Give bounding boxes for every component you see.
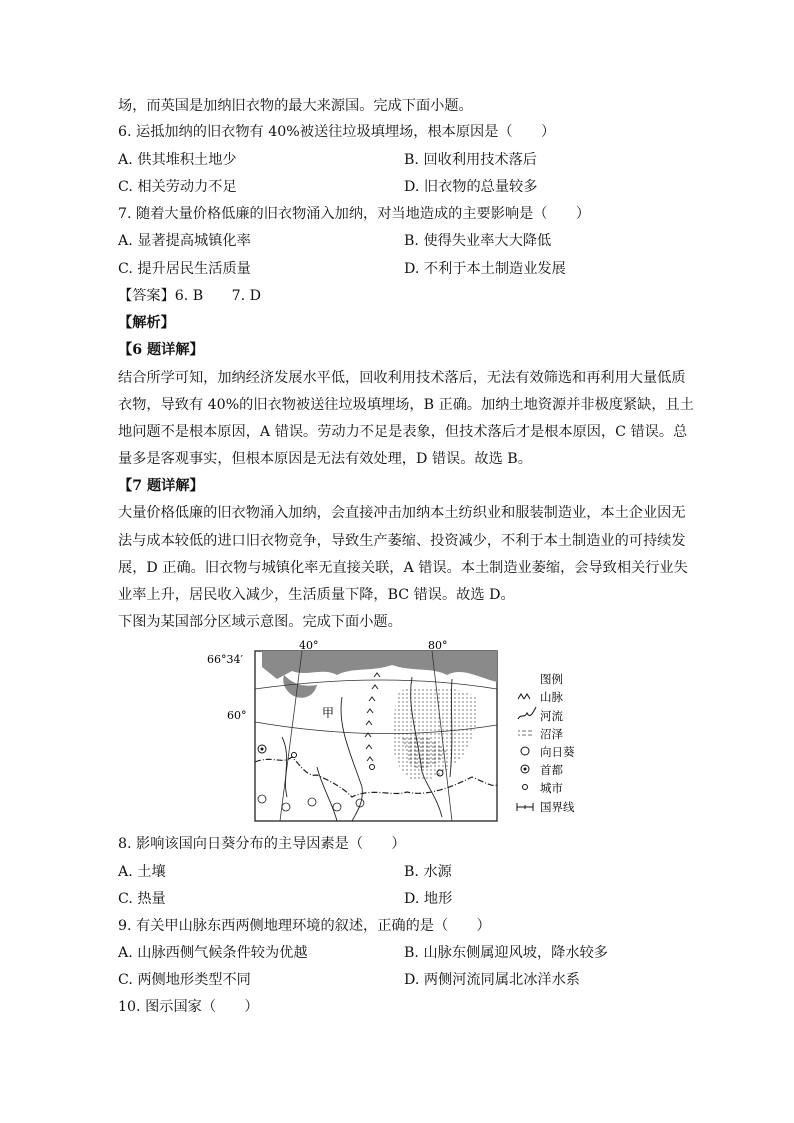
legend-sunflower: 向日葵 [540,745,575,759]
q7-option-c: C. 提升居民生活质量 [118,261,251,277]
legend-river-icon [518,707,536,719]
q7-option-a: A. 显著提高城镇化率 [118,233,251,249]
q6-option-d: D. 旧衣物的总量较多 [404,179,538,195]
q8-option-b: B. 水源 [404,864,452,880]
detail-6-line-3: 地问题不是根本原因，A 错误。劳动力不足是表象，但技术落后才是根本原因，C 错误。总 [118,424,688,440]
q6-option-c: C. 相关劳动力不足 [118,179,237,195]
question-7-stem: 7. 随着大量价格低廉的旧衣物涌入加纳，对当地造成的主要影响是（ ） [118,206,591,222]
detail-7-line-3: 展，D 正确。旧衣物与城镇化率无直接关联，A 错误。本土制造业萎缩，会导致相关行业失 [118,560,688,576]
detail-6-heading: 【6 题详解】 [118,342,204,358]
q6-option-b: B. 回收利用技术落后 [404,152,537,168]
question-10-stem: 10. 图示国家（ ） [118,999,259,1015]
detail-7-heading: 【7 题详解】 [118,478,204,494]
detail-7-line-4: 业率上升，居民收入减少，生活质量下降，BC 错误。故选 D。 [118,587,515,603]
q9-option-a: A. 山脉西侧气候条件较为优越 [118,945,308,961]
legend-swamp-icon [518,729,532,738]
intro-tail: 场，而英国是加纳旧衣物的最大来源国。完成下面小题。 [118,98,473,114]
q8-option-a: A. 土壤 [118,864,166,880]
analysis-heading: 【解析】 [118,315,175,331]
lon-label-left: 40° [299,639,319,652]
detail-6-line-2: 衣物，导致有 40%的旧衣物被送往垃圾填埋场，B 正确。加纳土地资源并非极度紧缺，且土 [118,397,694,413]
detail-6-line-1: 结合所学可知，加纳经济发展水平低，回收利用技术落后，无法有效筛选和再利用大量低质 [118,370,686,386]
legend-city-icon [523,785,528,790]
legend-swamp: 沼泽 [540,727,563,741]
lat-label-top: 66°34′ [207,653,243,666]
q8-option-c: C. 热量 [118,891,166,907]
region-label-jia: 甲 [322,706,335,720]
answer-line: 【答案】6. B 7. D [118,288,262,304]
lon-label-right: 80° [428,639,448,652]
region-map [207,637,582,827]
q7-option-b: B. 使得失业率大大降低 [404,233,552,249]
detail-7-line-2: 法与成本较低的进口旧衣物竞争，导致生产萎缩、投资减少，不利于本土制造业的可持续发 [118,533,686,549]
question-8-stem: 8. 影响该国向日葵分布的主导因素是（ ） [118,836,406,852]
detail-6-line-4: 量多是客观事实，但根本原因是无法有效处理，D 错误。故选 B。 [118,451,532,467]
lat-label-mid: 60° [227,709,247,722]
legend-mountain: 山脉 [540,690,563,704]
q9-option-c: C. 两侧地形类型不同 [118,972,251,988]
q9-option-d: D. 两侧河流同属北冰洋水系 [404,972,580,988]
q6-option-a: A. 供其堆积土地少 [118,152,237,168]
legend-mountain-icon [518,694,530,699]
legend-border-icon [517,803,533,811]
legend-city: 城市 [540,781,563,795]
map-intro: 下图为某国部分区域示意图。完成下面小题。 [118,614,402,630]
map-legend [517,672,575,814]
q7-option-d: D. 不利于本土制造业发展 [404,261,566,277]
legend-river: 河流 [540,709,563,723]
legend-sunflower-icon [521,747,529,755]
legend-title: 图例 [540,672,563,686]
detail-7-line-1: 大量价格低廉的旧衣物涌入加纳，会直接冲击加纳本土纺织业和服装制造业，本土企业因无 [118,505,686,521]
legend-border: 国界线 [540,800,575,814]
q8-option-d: D. 地形 [404,891,453,907]
legend-capital: 首都 [540,763,563,777]
region-map-figure [207,637,582,827]
legend-capital-icon [524,768,527,771]
question-6-stem: 6. 运抵加纳的旧衣物有 40%被送往垃圾填埋场，根本原因是（ ） [118,124,556,140]
question-9-stem: 9. 有关甲山脉东西两侧地理环境的叙述，正确的是（ ） [118,918,491,934]
q9-option-b: B. 山脉东侧属迎风坡，降水较多 [404,945,608,961]
